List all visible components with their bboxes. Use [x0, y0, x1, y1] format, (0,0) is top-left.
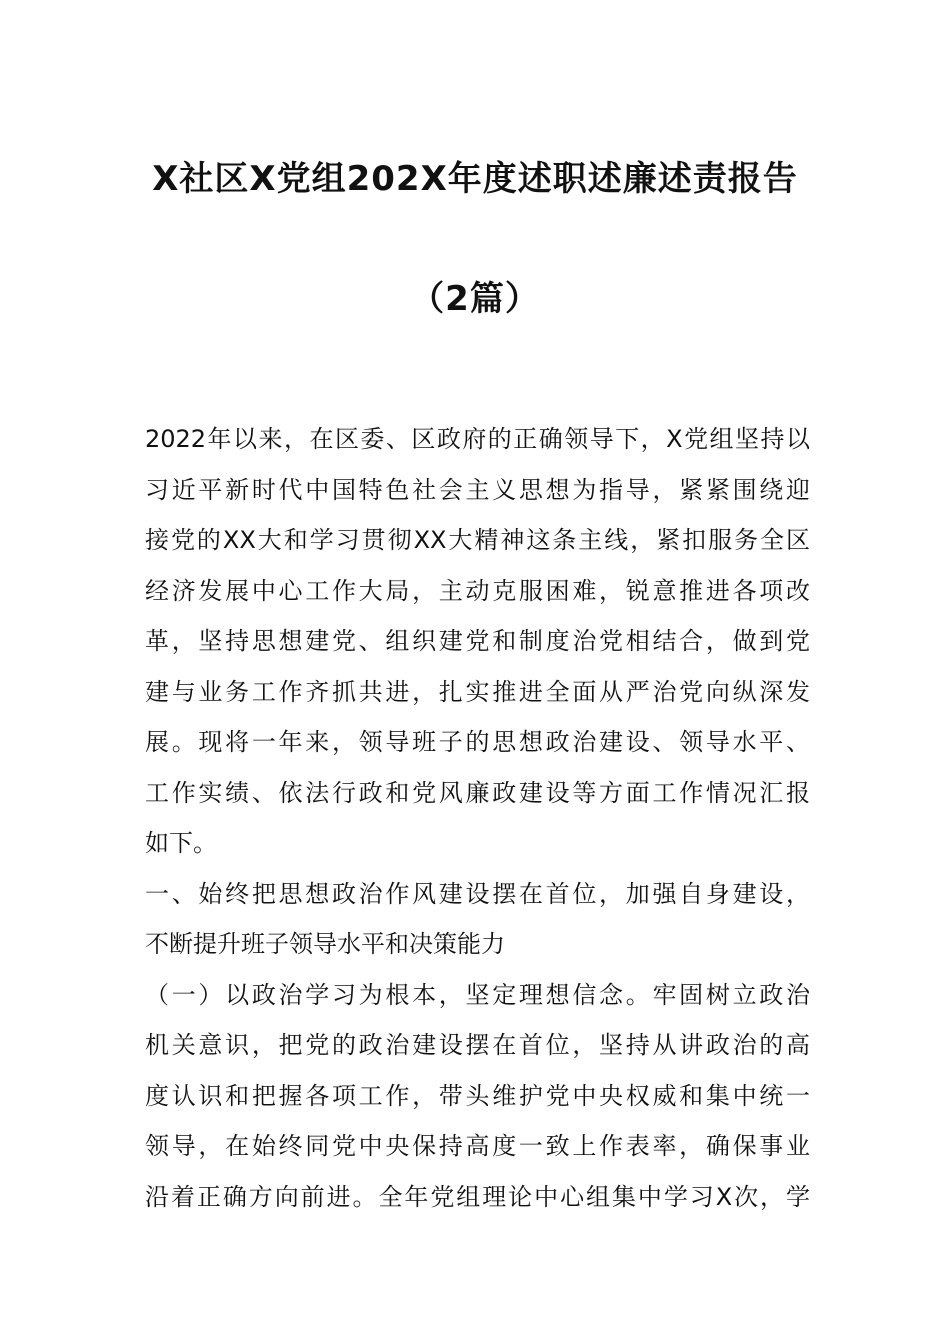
document-body [145, 414, 810, 1222]
body-line-8: 工作实绩、依法行政和党风廉政建设等方面工作情况汇报 [145, 778, 810, 807]
section-heading-line-2: 不断提升班子领导水平和决策能力 [145, 930, 505, 958]
body-line-1: 2022年以来，在区委、区政府的正确领导下，X党组坚持以 [145, 425, 810, 453]
body-line-14: 度认识和把握各项工作，带头维护党中央权威和集中统一 [145, 1081, 810, 1110]
body-line-3: 接党的XX大和学习贯彻XX大精神这条主线，紧扣服务全区 [145, 526, 810, 554]
document-title: X社区X党组202X年度述职述廉述责报告 [152, 159, 798, 199]
body-line-5: 革，坚持思想建党、组织建党和制度治党相结合，做到党 [145, 627, 810, 655]
body-line-9: 如下。 [145, 829, 217, 857]
document-subtitle: （2篇） [410, 279, 540, 319]
body-line-12: （一）以政治学习为根本，坚定理想信念。牢固树立政治 [145, 980, 810, 1009]
body-line-15: 领导，在始终同党中央保持高度一致上作表率，确保事业 [145, 1132, 810, 1160]
body-line-7: 展。现将一年来，领导班子的思想政治建设、领导水平、 [145, 728, 810, 756]
body-line-4: 经济发展中心工作大局，主动克服困难，锐意推进各项改 [145, 576, 810, 605]
body-line-2: 习近平新时代中国特色社会主义思想为指导，紧紧围绕迎 [145, 475, 810, 504]
section-heading-line-1: 一、始终把思想政治作风建设摆在首位，加强自身建设， [145, 879, 810, 908]
body-line-16: 沿着正确方向前进。全年党组理论中心组集中学习X次，学 [145, 1182, 810, 1211]
body-line-13: 机关意识，把党的政治建设摆在首位，坚持从讲政治的高 [145, 1031, 810, 1059]
body-line-6: 建与业务工作齐抓共进，扎实推进全面从严治党向纵深发 [145, 677, 810, 706]
